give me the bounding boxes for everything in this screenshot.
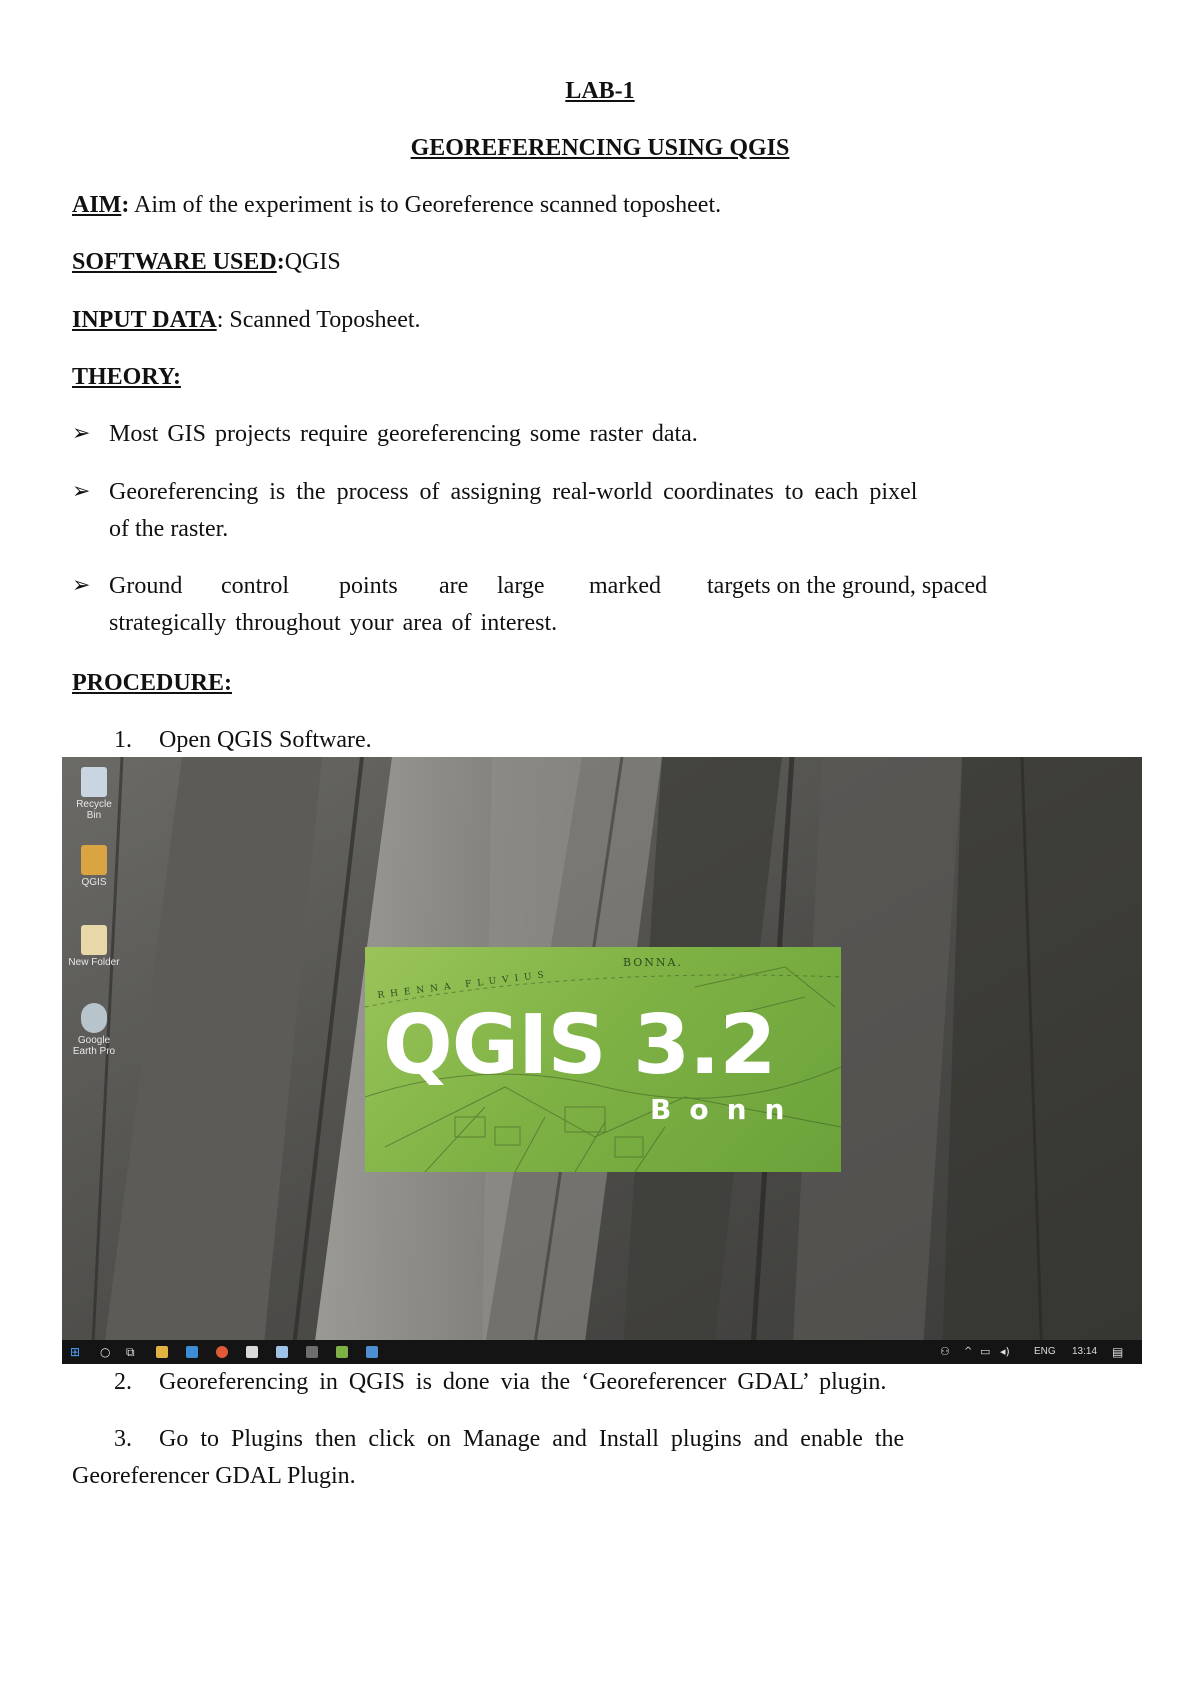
- step-text: Go to Plugins then click on Manage and Install plugins and enable the: [159, 1426, 905, 1452]
- theory-bullet: [72, 477, 1092, 544]
- aim-colon: :: [121, 192, 130, 218]
- recycle-bin-icon: [81, 767, 107, 797]
- desktop-icon-qgis[interactable]: [68, 845, 120, 888]
- aim-line: [72, 190, 721, 220]
- app-icon[interactable]: [186, 1346, 198, 1358]
- chrome-icon[interactable]: [216, 1346, 228, 1358]
- input-data-label: INPUT DATA: [72, 307, 217, 333]
- arrow-bullet-icon: ➢: [72, 573, 91, 598]
- desktop-icon-label: Recycle Bin: [76, 799, 112, 821]
- software-colon: :: [276, 249, 285, 275]
- qgis-launch-screenshot: [62, 757, 1142, 1364]
- arrow-bullet-icon: ➢: [72, 421, 91, 446]
- qgis-logo: QGIS 3.2: [383, 998, 776, 1093]
- step-number: 3.: [114, 1426, 132, 1452]
- aim-label: AIM: [72, 192, 122, 218]
- windows-taskbar: [62, 1340, 1142, 1364]
- network-icon[interactable]: ▭: [980, 1345, 991, 1358]
- bullet-text: [109, 571, 1119, 601]
- procedure-heading: PROCEDURE:: [72, 670, 232, 696]
- people-icon[interactable]: ⚇: [940, 1345, 950, 1358]
- software-line: [72, 247, 341, 277]
- app-icon[interactable]: [306, 1346, 318, 1358]
- chevron-up-icon[interactable]: ^: [964, 1346, 973, 1357]
- lab-subtitle: GEOREFERENCING USING QGIS: [410, 135, 790, 161]
- volume-icon[interactable]: ◂): [1000, 1345, 1010, 1358]
- globe-icon: [81, 1003, 107, 1033]
- desktop-icon-new-folder[interactable]: [68, 925, 120, 968]
- bullet-word: are: [439, 573, 469, 599]
- lab-title: LAB-1: [565, 78, 635, 104]
- desktop-icon-google-earth[interactable]: [68, 1003, 120, 1057]
- bullet-word: large: [497, 573, 545, 599]
- taskbar-clock[interactable]: 13:14: [1072, 1346, 1098, 1357]
- desktop-icon-recycle-bin[interactable]: [68, 767, 120, 821]
- bullet-word: marked: [589, 573, 661, 599]
- step-text: Georeferencing in QGIS is done via the ‘Georeferencer GDAL’ plugin.: [159, 1369, 887, 1395]
- app-icon[interactable]: [366, 1346, 378, 1358]
- desktop-icon-label: Google Earth Pro: [72, 1035, 116, 1057]
- bullet-word: targets on the ground, spaced: [707, 573, 988, 599]
- app-icon[interactable]: [246, 1346, 258, 1358]
- qgis-release-name: Bonn: [650, 1093, 803, 1126]
- qgis-splash-screen: [365, 947, 841, 1172]
- aim-text: Aim of the experiment is to Georeference scanned toposheet.: [129, 192, 722, 218]
- bullet-text: Georeferencing is the process of assigning real-world coordinates to each pixel: [109, 479, 918, 505]
- step-text-continued: Georeferencer GDAL Plugin.: [72, 1463, 356, 1489]
- theory-bullet: [72, 419, 1092, 449]
- theory-bullet: [72, 571, 1092, 638]
- app-icon[interactable]: [276, 1346, 288, 1358]
- splash-river-label: RHENNA FLUVIUS: [377, 969, 551, 1001]
- desktop-icon-label: New Folder: [68, 957, 120, 968]
- arrow-bullet-icon: ➢: [72, 479, 91, 504]
- notifications-icon[interactable]: ▤: [1112, 1345, 1124, 1359]
- software-text: QGIS: [284, 249, 341, 275]
- bullet-word: control: [221, 573, 289, 599]
- folder-icon: [81, 925, 107, 955]
- input-data-line: [72, 305, 421, 335]
- search-icon[interactable]: ○: [100, 1345, 111, 1359]
- input-data-text: Scanned Toposheet.: [223, 307, 421, 333]
- bullet-text: Most GIS projects require georeferencing some raster data.: [109, 421, 698, 447]
- input-data-colon: :: [216, 307, 224, 333]
- splash-city-label: BONNA.: [623, 956, 683, 969]
- step-number: 2.: [114, 1369, 132, 1395]
- file-explorer-icon[interactable]: [156, 1346, 168, 1358]
- qgis-taskbar-icon[interactable]: [336, 1346, 348, 1358]
- bullet-word: Ground: [109, 573, 183, 599]
- task-view-icon[interactable]: ⧉: [126, 1345, 135, 1359]
- step-text: Open QGIS Software.: [159, 727, 372, 753]
- bullet-word: points: [339, 573, 398, 599]
- folder-icon: [81, 845, 107, 875]
- desktop-icon-label: QGIS: [81, 877, 107, 888]
- taskbar-language[interactable]: ENG: [1034, 1346, 1056, 1357]
- bullet-text-continued: of the raster.: [109, 516, 229, 542]
- software-label: SOFTWARE USED: [72, 249, 277, 275]
- windows-start-icon[interactable]: ⊞: [70, 1345, 81, 1359]
- bullet-text-continued: strategically throughout your area of interest.: [109, 610, 558, 636]
- step-number: 1.: [114, 727, 132, 753]
- theory-heading: THEORY:: [72, 364, 181, 390]
